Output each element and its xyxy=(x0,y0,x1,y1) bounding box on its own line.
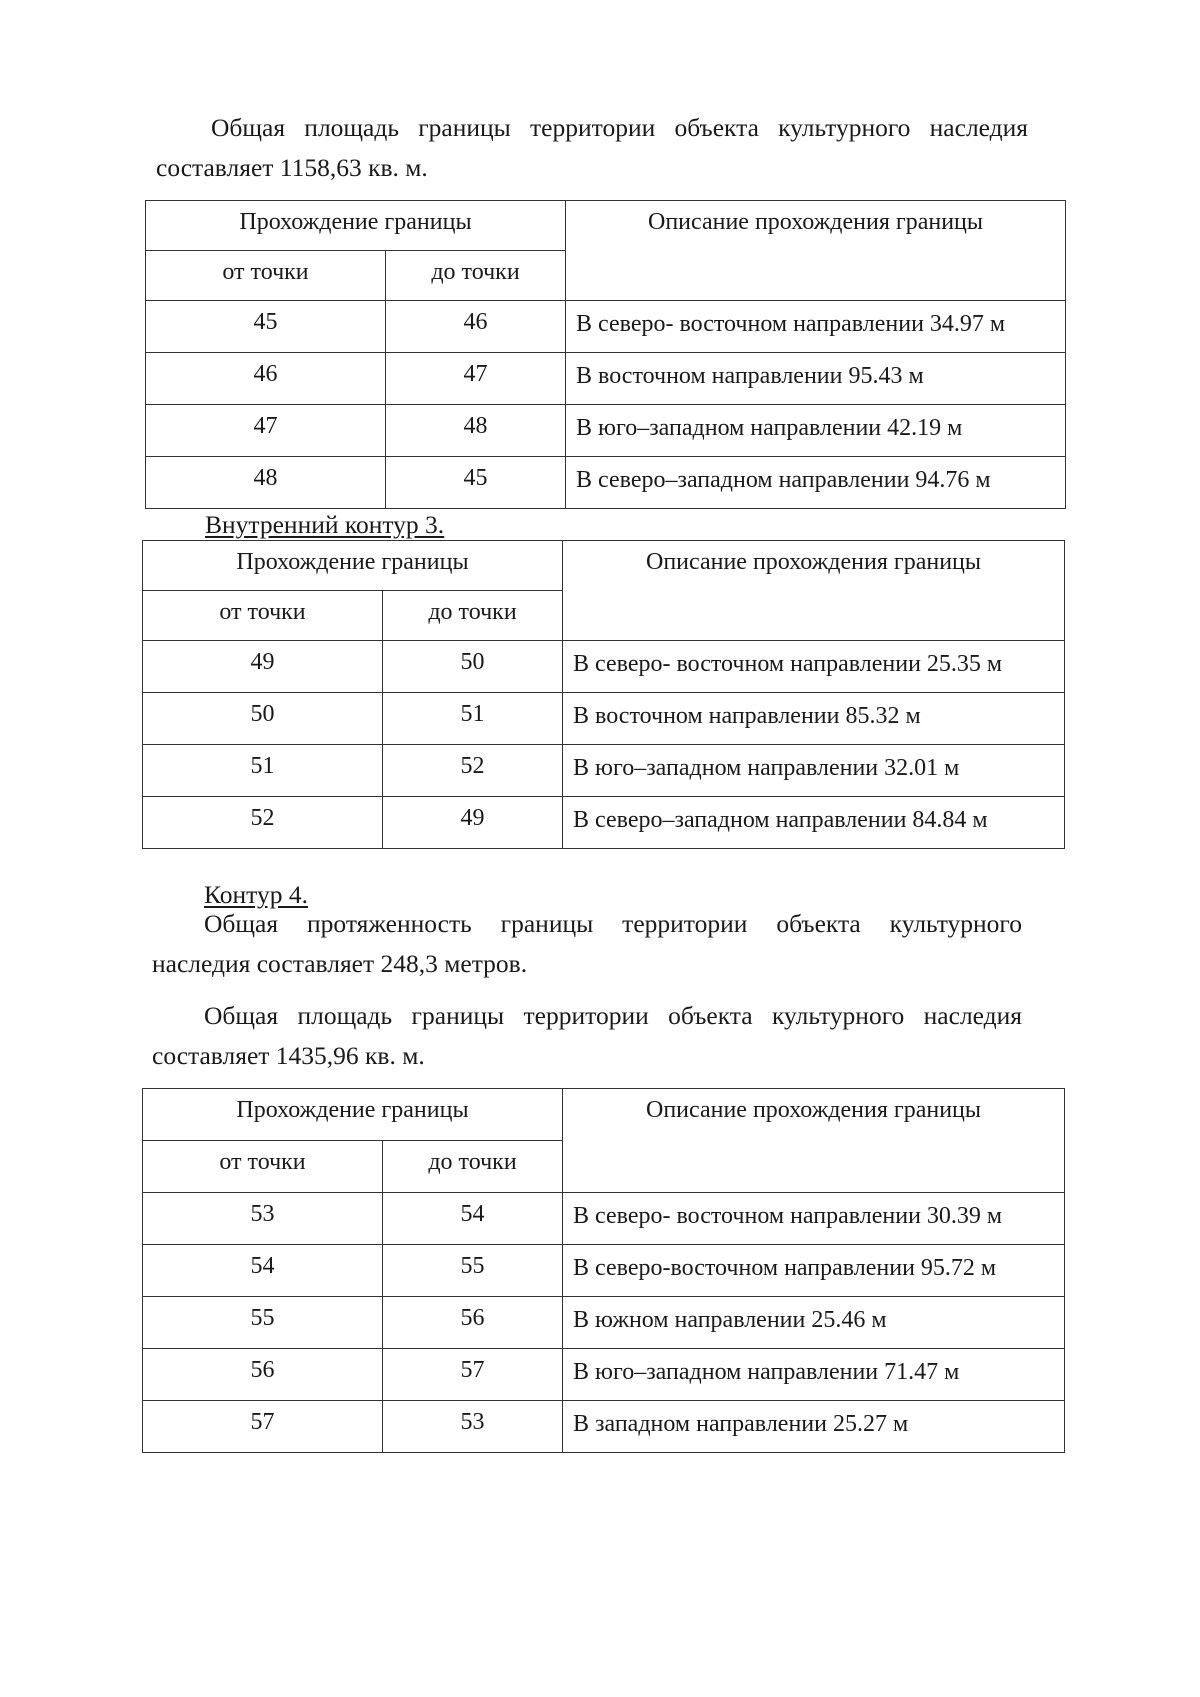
cell-to: 57 xyxy=(383,1349,563,1401)
cell-to: 51 xyxy=(383,693,563,745)
cell-description: В восточном направлении 95.43 м xyxy=(566,353,1066,405)
header-description: Описание прохождения границы xyxy=(563,1089,1065,1193)
table-row xyxy=(143,745,1065,797)
cell-from: 54 xyxy=(143,1245,383,1297)
boundary-table-3 xyxy=(142,1088,1065,1453)
area-paragraph-1 xyxy=(156,108,1028,188)
cell-from: 45 xyxy=(146,301,386,353)
area-paragraph-2-line-2: составляет 1435,96 кв. м. xyxy=(152,1041,425,1070)
cell-to: 47 xyxy=(386,353,566,405)
cell-to: 54 xyxy=(383,1193,563,1245)
length-paragraph xyxy=(152,904,1022,984)
header-to: до точки xyxy=(383,591,563,641)
cell-to: 46 xyxy=(386,301,566,353)
cell-description: В северо- восточном направлении 34.97 м xyxy=(566,301,1066,353)
cell-description: В западном направлении 25.27 м xyxy=(563,1401,1065,1453)
length-paragraph-line-2: наследия составляет 248,3 метров. xyxy=(152,949,528,978)
table-row xyxy=(143,693,1065,745)
boundary-table-1 xyxy=(145,200,1066,509)
table-row xyxy=(146,301,1066,353)
header-from: от точки xyxy=(143,591,383,641)
cell-from: 46 xyxy=(146,353,386,405)
table-row xyxy=(143,1349,1065,1401)
cell-description: В северо- восточном направлении 30.39 м xyxy=(563,1193,1065,1245)
area-paragraph-1-line-1: Общая площадь границы территории объекта культурного наследия xyxy=(211,113,1028,142)
header-passage: Прохождение границы xyxy=(146,201,566,251)
header-description: Описание прохождения границы xyxy=(563,541,1065,641)
cell-description: В юго–западном направлении 71.47 м xyxy=(563,1349,1065,1401)
length-paragraph-line-1: Общая протяженность границы территории объекта культурного xyxy=(204,909,1022,938)
header-description: Описание прохождения границы xyxy=(566,201,1066,301)
cell-from: 48 xyxy=(146,457,386,509)
header-passage: Прохождение границы xyxy=(143,1089,563,1141)
cell-to: 50 xyxy=(383,641,563,693)
area-paragraph-1-line-2: составляет 1158,63 кв. м. xyxy=(156,153,428,182)
cell-description: В юго–западном направлении 42.19 м xyxy=(566,405,1066,457)
cell-from: 56 xyxy=(143,1349,383,1401)
area-paragraph-2 xyxy=(152,996,1022,1076)
area-paragraph-2-line-1: Общая площадь границы территории объекта культурного наследия xyxy=(204,1001,1022,1030)
table-row xyxy=(143,1297,1065,1349)
cell-from: 47 xyxy=(146,405,386,457)
cell-description: В восточном направлении 85.32 м xyxy=(563,693,1065,745)
cell-to: 45 xyxy=(386,457,566,509)
table-row xyxy=(143,1193,1065,1245)
cell-from: 53 xyxy=(143,1193,383,1245)
cell-to: 55 xyxy=(383,1245,563,1297)
cell-description: В северо–западном направлении 94.76 м xyxy=(566,457,1066,509)
table-row xyxy=(143,1245,1065,1297)
cell-description: В северо–западном направлении 84.84 м xyxy=(563,797,1065,849)
contour-4-heading: Контур 4. xyxy=(204,880,308,909)
cell-from: 51 xyxy=(143,745,383,797)
table-row xyxy=(143,797,1065,849)
cell-from: 52 xyxy=(143,797,383,849)
cell-to: 56 xyxy=(383,1297,563,1349)
header-passage: Прохождение границы xyxy=(143,541,563,591)
table-row xyxy=(143,641,1065,693)
cell-to: 52 xyxy=(383,745,563,797)
table-row xyxy=(146,405,1066,457)
boundary-table-2 xyxy=(142,540,1065,849)
cell-from: 57 xyxy=(143,1401,383,1453)
table-row xyxy=(146,353,1066,405)
table-row xyxy=(143,1401,1065,1453)
cell-from: 49 xyxy=(143,641,383,693)
cell-from: 50 xyxy=(143,693,383,745)
cell-description: В северо-восточном направлении 95.72 м xyxy=(563,1245,1065,1297)
header-from: от точки xyxy=(146,251,386,301)
cell-to: 53 xyxy=(383,1401,563,1453)
inner-contour-heading: Внутренний контур 3. xyxy=(205,510,445,539)
header-to: до точки xyxy=(386,251,566,301)
cell-description: В северо- восточном направлении 25.35 м xyxy=(563,641,1065,693)
header-to: до точки xyxy=(383,1141,563,1193)
cell-description: В юго–западном направлении 32.01 м xyxy=(563,745,1065,797)
cell-to: 48 xyxy=(386,405,566,457)
cell-from: 55 xyxy=(143,1297,383,1349)
cell-description: В южном направлении 25.46 м xyxy=(563,1297,1065,1349)
cell-to: 49 xyxy=(383,797,563,849)
table-row xyxy=(146,457,1066,509)
header-from: от точки xyxy=(143,1141,383,1193)
